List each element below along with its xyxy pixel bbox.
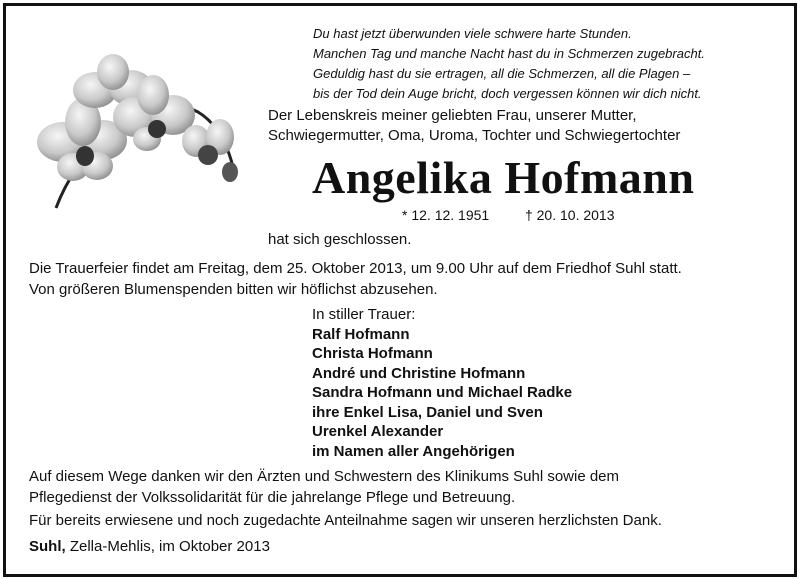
intro-line: Der Lebenskreis meiner geliebten Frau, unserer Mutter, bbox=[268, 107, 637, 124]
poem-line: bis der Tod dein Auge bricht, doch vergessen können wir dich nicht. bbox=[313, 86, 702, 101]
funeral-notice bbox=[29, 258, 682, 300]
mourner-name: im Namen aller Angehörigen bbox=[312, 442, 515, 460]
birth-date: * 12. 12. 1951 bbox=[402, 207, 490, 223]
notice-line: Von größeren Blumenspenden bitten wir höflichst abzusehen. bbox=[29, 281, 438, 298]
thanks-text bbox=[29, 466, 619, 508]
life-dates bbox=[402, 205, 615, 225]
poem-line: Du hast jetzt überwunden viele schwere harte Stunden. bbox=[313, 26, 632, 41]
thanks-line: Pflegedienst der Volkssolidarität für die jahrelange Pflege und Betreuung. bbox=[29, 489, 516, 506]
place-bold: Suhl, bbox=[29, 538, 66, 555]
mourner-name: Urenkel Alexander bbox=[312, 423, 444, 440]
mourner-name: Sandra Hofmann und Michael Radke bbox=[312, 384, 573, 401]
mourner-name: ihre Enkel Lisa, Daniel und Sven bbox=[312, 403, 543, 421]
intro-line: Schwiegermutter, Oma, Uroma, Tochter und Schwiegertochter bbox=[268, 127, 681, 144]
thanks-closing: Für bereits erwiesene und noch zugedachte Anteilnahme sagen wir unseren herzlichsten Dank. bbox=[29, 512, 662, 529]
closing-phrase: hat sich geschlossen. bbox=[268, 231, 412, 248]
poem-line: Geduldig hast du sie ertragen, all die Schmerzen, all die Plagen – bbox=[313, 66, 691, 81]
mourning-intro: In stiller Trauer: bbox=[312, 306, 416, 323]
deceased-name: Angelika Hofmann bbox=[312, 152, 695, 203]
mourners-block bbox=[312, 305, 572, 461]
orchid-flower-icon bbox=[28, 52, 248, 212]
notice-line: Die Trauerfeier findet am Freitag, dem 25. Oktober 2013, um 9.00 Uhr auf dem Friedhof Suhl statt. bbox=[29, 260, 682, 277]
thanks-line: Auf diesem Wege danken wir den Ärzten und Schwestern des Klinikums Suhl sowie dem bbox=[29, 468, 620, 485]
place-rest: Zella-Mehlis, im Oktober 2013 bbox=[65, 538, 270, 555]
poem-line: Manchen Tag und manche Nacht hast du in Schmerzen zugebracht. bbox=[313, 46, 705, 61]
death-date: † 20. 10. 2013 bbox=[524, 207, 615, 223]
poem bbox=[313, 24, 705, 104]
mourner-name: André und Christine Hofmann bbox=[312, 364, 526, 382]
mourner-name: Christa Hofmann bbox=[312, 345, 433, 362]
mourner-name: Ralf Hofmann bbox=[312, 325, 410, 343]
intro-text bbox=[268, 106, 680, 146]
place-and-date bbox=[29, 537, 270, 557]
